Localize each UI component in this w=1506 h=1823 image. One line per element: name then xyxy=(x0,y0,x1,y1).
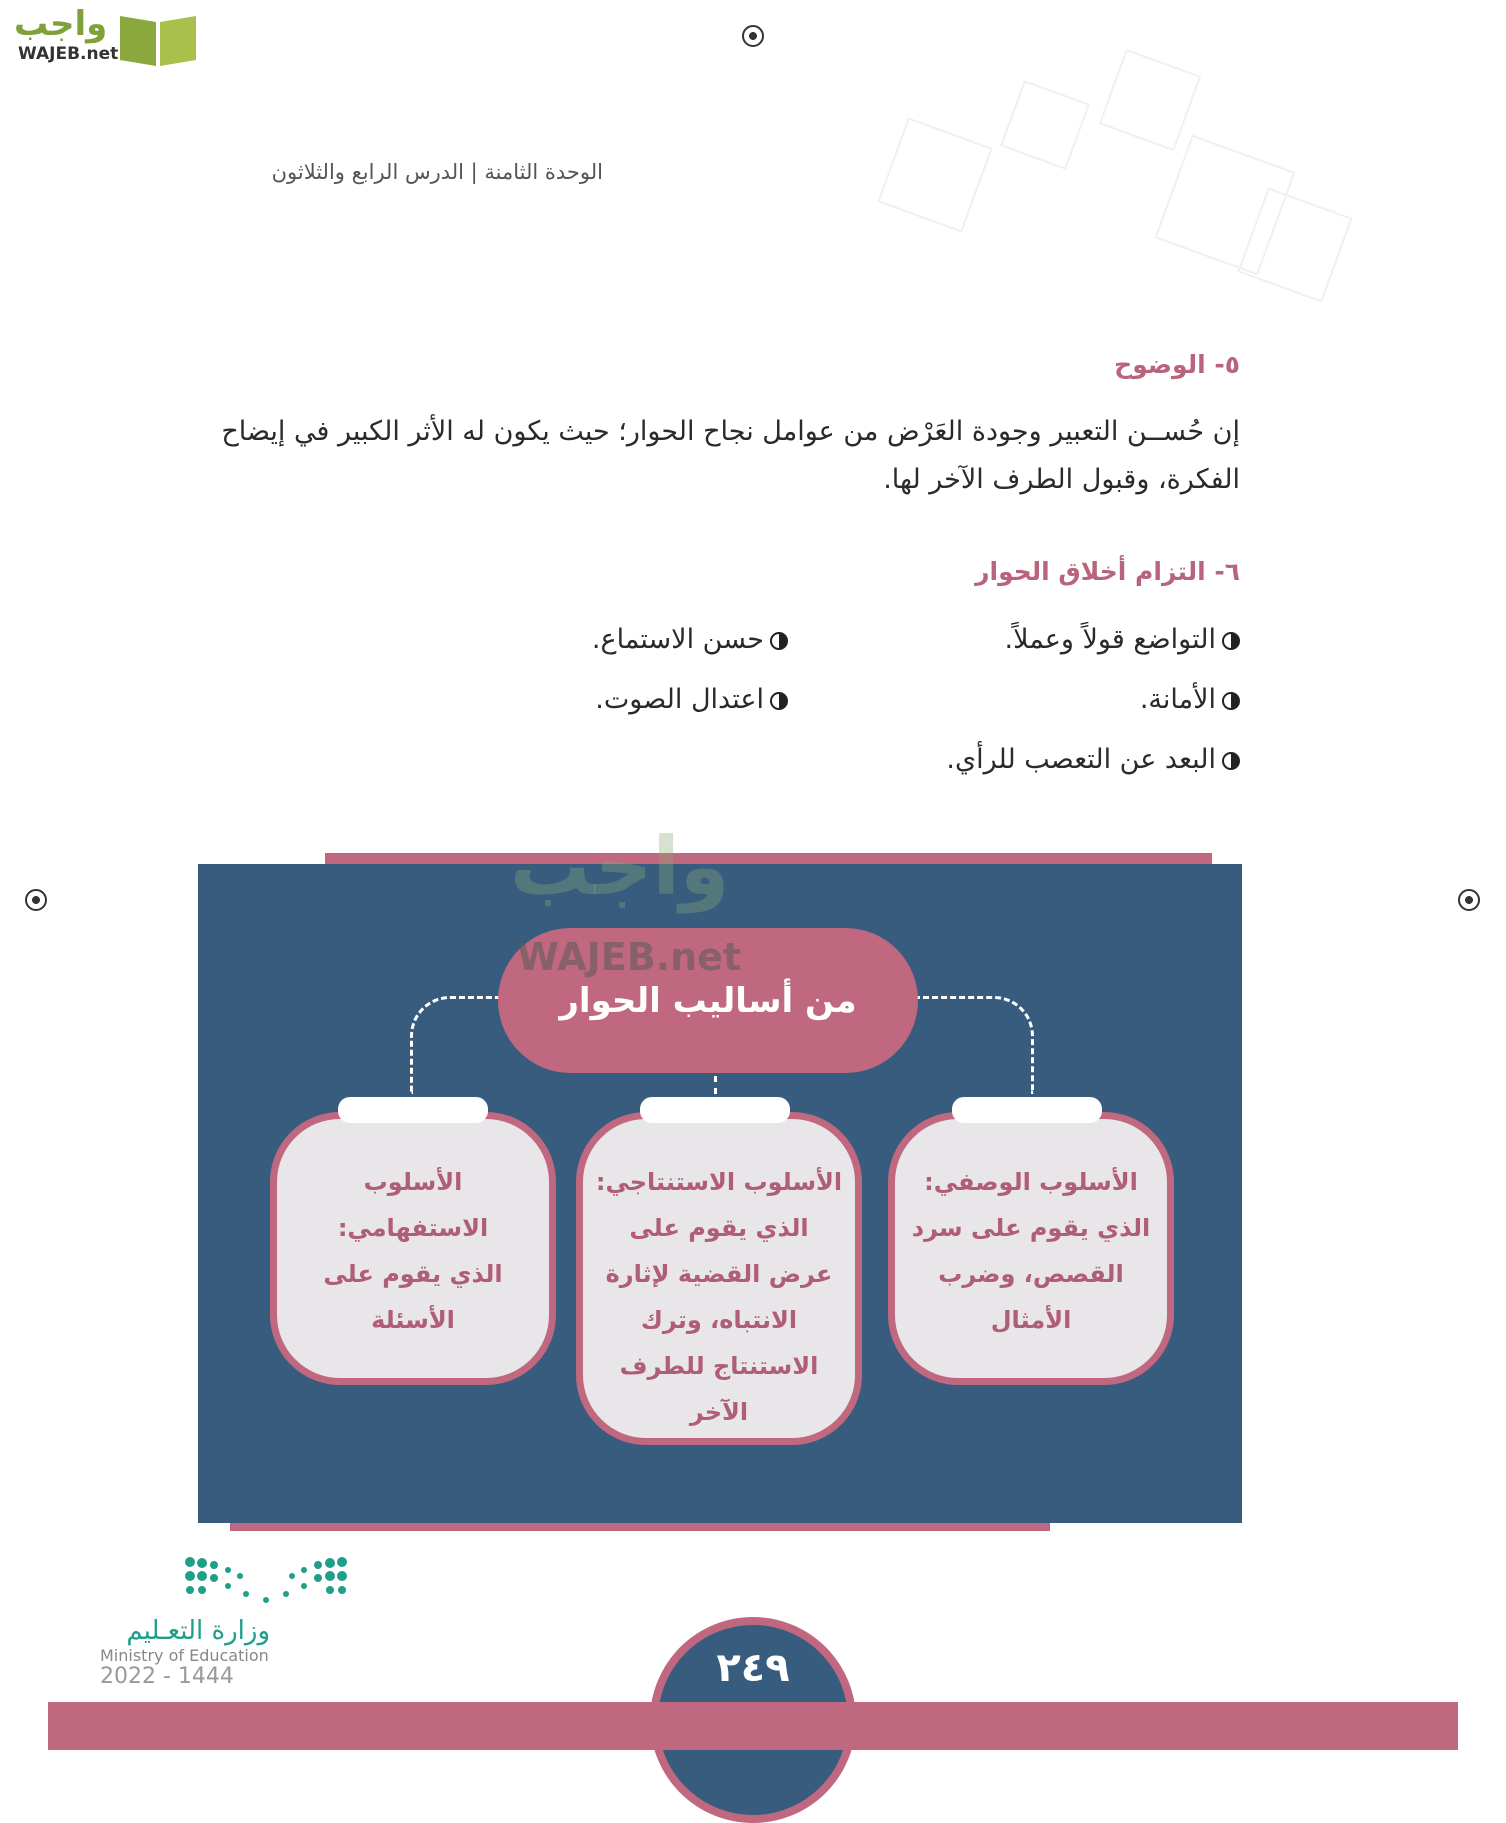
ministry-name-ar: وزارة التعـليم xyxy=(126,1616,270,1646)
bullet-text: التواضع قولاً وعملاً. xyxy=(1004,624,1216,655)
diagram-top-bar xyxy=(325,853,1212,864)
card-interrogative xyxy=(270,1112,556,1385)
bullet-item xyxy=(592,624,788,655)
footer-bar xyxy=(48,1702,1458,1750)
card-body: الذي يقوم على عرض القضية لإثارة الانتباه، وترك الاستنتاج للطرف الآخر xyxy=(605,1214,833,1426)
registration-mark-icon xyxy=(25,889,47,911)
bullet-text: حسن الاستماع. xyxy=(591,624,764,655)
card-tab xyxy=(952,1097,1102,1123)
card-title: الأسلوب الاستفهامي: xyxy=(337,1168,489,1242)
connector-left xyxy=(410,996,502,1094)
watermark-net: WAJEB.net xyxy=(517,935,742,979)
card-body: الذي يقوم على الأسئلة xyxy=(323,1260,503,1334)
bullet-item xyxy=(946,744,1240,775)
registration-mark-icon xyxy=(1458,889,1480,911)
section-5-title: ٥- الوضوح xyxy=(1114,350,1240,379)
book-icon xyxy=(118,8,198,66)
bullet-icon xyxy=(1222,632,1240,650)
logo-text: واجب xyxy=(14,4,108,44)
connector-center xyxy=(714,1076,717,1094)
card-tab xyxy=(640,1097,790,1123)
bullet-text: الأمانة. xyxy=(1139,684,1216,715)
ministry-dots-icon xyxy=(184,1556,348,1612)
bullet-icon xyxy=(1222,692,1240,710)
connector-right xyxy=(914,996,1034,1094)
card-title: الأسلوب الوصفي: xyxy=(924,1168,1138,1196)
ministry-logo xyxy=(100,1556,270,1689)
ministry-name-en: Ministry of Education xyxy=(100,1646,269,1665)
section-6-title: ٦- التزام أخلاق الحوار xyxy=(975,557,1240,586)
section-5-text: إن حُســن التعبير وجودة العَرْض من عوامل نجاح الحوار؛ حيث يكون له الأثر الكبير في إيضاح الفكرة، وقبول الطرف الآخر لها. xyxy=(221,416,1240,495)
registration-mark-icon xyxy=(742,25,764,47)
bullet-text: اعتدال الصوت. xyxy=(595,684,764,715)
card-descriptive xyxy=(888,1112,1174,1385)
page-number: ٢٤٩ xyxy=(650,1617,856,1823)
card-tab xyxy=(338,1097,488,1123)
bullet-item xyxy=(1140,684,1240,715)
lesson-header: الوحدة الثامنة | الدرس الرابع والثلاثون xyxy=(271,160,603,184)
edition-year: 2022 - 1444 xyxy=(100,1664,234,1689)
bullet-icon xyxy=(770,692,788,710)
bullet-item xyxy=(1005,624,1241,655)
logo-net: WAJEB.net xyxy=(18,44,119,64)
diagram-bottom-bar xyxy=(230,1523,1050,1531)
watermark-text: واجب xyxy=(510,820,730,913)
bullet-icon xyxy=(770,632,788,650)
card-body: الذي يقوم على سرد القصص، وضرب الأمثال xyxy=(911,1214,1151,1334)
bullet-text: البعد عن التعصب للرأي. xyxy=(946,744,1216,775)
card-deductive xyxy=(576,1112,862,1445)
card-title: الأسلوب الاستنتاجي: xyxy=(595,1168,843,1196)
wajeb-logo[interactable] xyxy=(10,4,195,68)
diagram-title: من أساليب الحوار xyxy=(498,928,918,1073)
bullet-icon xyxy=(1222,752,1240,770)
bullet-item xyxy=(595,684,788,715)
